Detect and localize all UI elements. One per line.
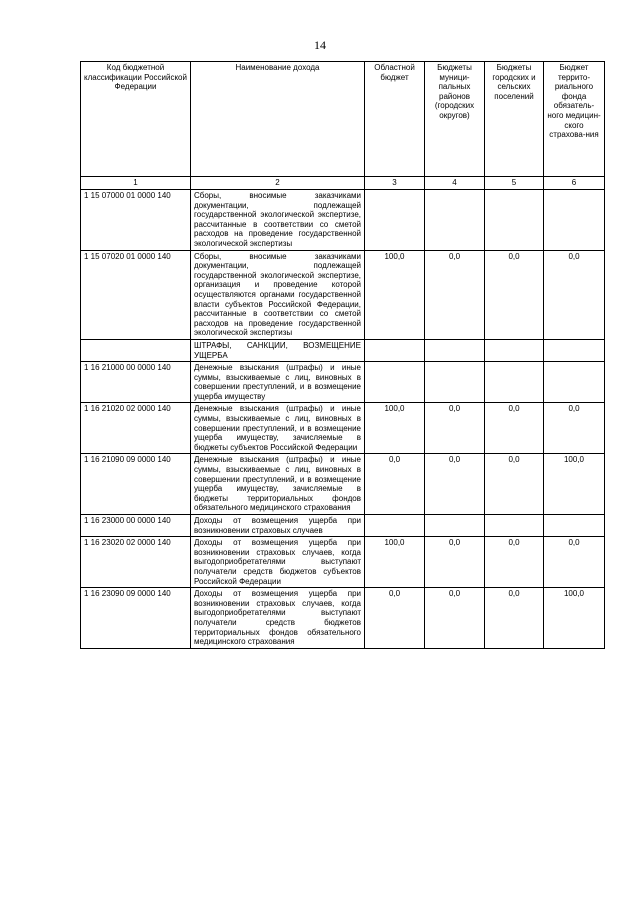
revenue-code: 1 15 07000 01 0000 140 [81, 190, 191, 251]
table-row [81, 537, 605, 588]
header-insurance-fund-budget: Бюджет террито-риального фонда обязатель-ного медицин-ского страхова-ния [544, 62, 605, 177]
municipal-budget-value: 0,0 [425, 588, 485, 649]
table-row [81, 362, 605, 403]
revenue-code: 1 16 21020 02 0000 140 [81, 403, 191, 454]
column-number: 3 [365, 177, 425, 190]
revenue-code: 1 16 23020 02 0000 140 [81, 537, 191, 588]
municipal-budget-value [425, 362, 485, 403]
header-municipal-budgets: Бюджеты муници-пальных районов (городских округов) [425, 62, 485, 177]
table-row [81, 339, 605, 361]
revenue-code: 1 16 21090 09 0000 140 [81, 454, 191, 515]
settlement-budget-value [485, 362, 544, 403]
header-settlement-budgets: Бюджеты городских и сельских поселений [485, 62, 544, 177]
table-row [81, 454, 605, 515]
regional-budget-value [365, 339, 425, 361]
table-row [81, 190, 605, 251]
regional-budget-value: 0,0 [365, 454, 425, 515]
revenue-name: Доходы от возмещения ущерба при возникновении страховых случаев [191, 515, 365, 537]
insurance-fund-value: 0,0 [544, 403, 605, 454]
settlement-budget-value: 0,0 [485, 403, 544, 454]
header-code: Код бюджетной классификации Российской Федерации [81, 62, 191, 177]
revenue-name: Денежные взыскания (штрафы) и иные суммы, взыскиваемые с лиц, виновных в совершении преступлений, и в возмещение ущерба имуществу [191, 362, 365, 403]
table-row [81, 515, 605, 537]
revenue-table [80, 61, 605, 649]
header-regional-budget: Областной бюджет [365, 62, 425, 177]
municipal-budget-value [425, 190, 485, 251]
revenue-name: Сборы, вносимые заказчиками документации, подлежащей государственной экологической экспертизе, организация и проведение которой осуществляются органами государственной власти субъектов Российской Федерации, рассчитанные в соответствии со сметой расходов на проведение государственной экологической экспертизы [191, 250, 365, 339]
regional-budget-value [365, 190, 425, 251]
column-number: 6 [544, 177, 605, 190]
settlement-budget-value [485, 515, 544, 537]
revenue-name: Денежные взыскания (штрафы) и иные суммы, взыскиваемые с лиц, виновных в совершении преступлений, и в возмещение ущерба имуществу, зачисляемые в бюджеты субъектов Российской Федерации [191, 403, 365, 454]
municipal-budget-value: 0,0 [425, 250, 485, 339]
settlement-budget-value: 0,0 [485, 588, 544, 649]
column-number: 4 [425, 177, 485, 190]
municipal-budget-value: 0,0 [425, 537, 485, 588]
section-heading: ШТРАФЫ, САНКЦИИ, ВОЗМЕЩЕНИЕ УЩЕРБА [191, 339, 365, 361]
insurance-fund-value: 0,0 [544, 250, 605, 339]
revenue-code [81, 339, 191, 361]
insurance-fund-value: 0,0 [544, 537, 605, 588]
revenue-code: 1 16 23000 00 0000 140 [81, 515, 191, 537]
insurance-fund-value [544, 362, 605, 403]
revenue-name: Доходы от возмещения ущерба при возникновении страховых случаев, когда выгодоприобретателями выступают получатели средств бюджетов территориальных фондов обязательного медицинского страхования [191, 588, 365, 649]
regional-budget-value [365, 515, 425, 537]
header-name: Наименование дохода [191, 62, 365, 177]
regional-budget-value: 100,0 [365, 403, 425, 454]
regional-budget-value: 100,0 [365, 250, 425, 339]
revenue-code: 1 16 21000 00 0000 140 [81, 362, 191, 403]
regional-budget-value: 0,0 [365, 588, 425, 649]
insurance-fund-value: 100,0 [544, 454, 605, 515]
regional-budget-value [365, 362, 425, 403]
column-number: 2 [191, 177, 365, 190]
column-number: 1 [81, 177, 191, 190]
settlement-budget-value [485, 339, 544, 361]
municipal-budget-value: 0,0 [425, 403, 485, 454]
revenue-name: Доходы от возмещения ущерба при возникновении страховых случаев, когда выгодоприобретателями выступают получатели средств бюджетов субъектов Российской Федерации [191, 537, 365, 588]
revenue-name: Денежные взыскания (штрафы) и иные суммы, взыскиваемые с лиц, виновных в совершении преступлений, и в возмещение ущерба имуществу, зачисляемые в бюджеты территориальных фондов обязательного медицинского страхования [191, 454, 365, 515]
insurance-fund-value [544, 190, 605, 251]
table-row [81, 588, 605, 649]
revenue-name: Сборы, вносимые заказчиками документации, подлежащей государственной экологической экспертизе, рассчитанные в соответствии со сметой расходов на проведение государственной экологической экспертизы [191, 190, 365, 251]
settlement-budget-value: 0,0 [485, 537, 544, 588]
settlement-budget-value: 0,0 [485, 250, 544, 339]
municipal-budget-value [425, 515, 485, 537]
municipal-budget-value: 0,0 [425, 454, 485, 515]
insurance-fund-value [544, 515, 605, 537]
insurance-fund-value: 100,0 [544, 588, 605, 649]
settlement-budget-value [485, 190, 544, 251]
revenue-code: 1 15 07020 01 0000 140 [81, 250, 191, 339]
table-row [81, 403, 605, 454]
municipal-budget-value [425, 339, 485, 361]
revenue-code: 1 16 23090 09 0000 140 [81, 588, 191, 649]
insurance-fund-value [544, 339, 605, 361]
column-number: 5 [485, 177, 544, 190]
table-row [81, 250, 605, 339]
settlement-budget-value: 0,0 [485, 454, 544, 515]
page-number: 14 [314, 38, 326, 52]
regional-budget-value: 100,0 [365, 537, 425, 588]
